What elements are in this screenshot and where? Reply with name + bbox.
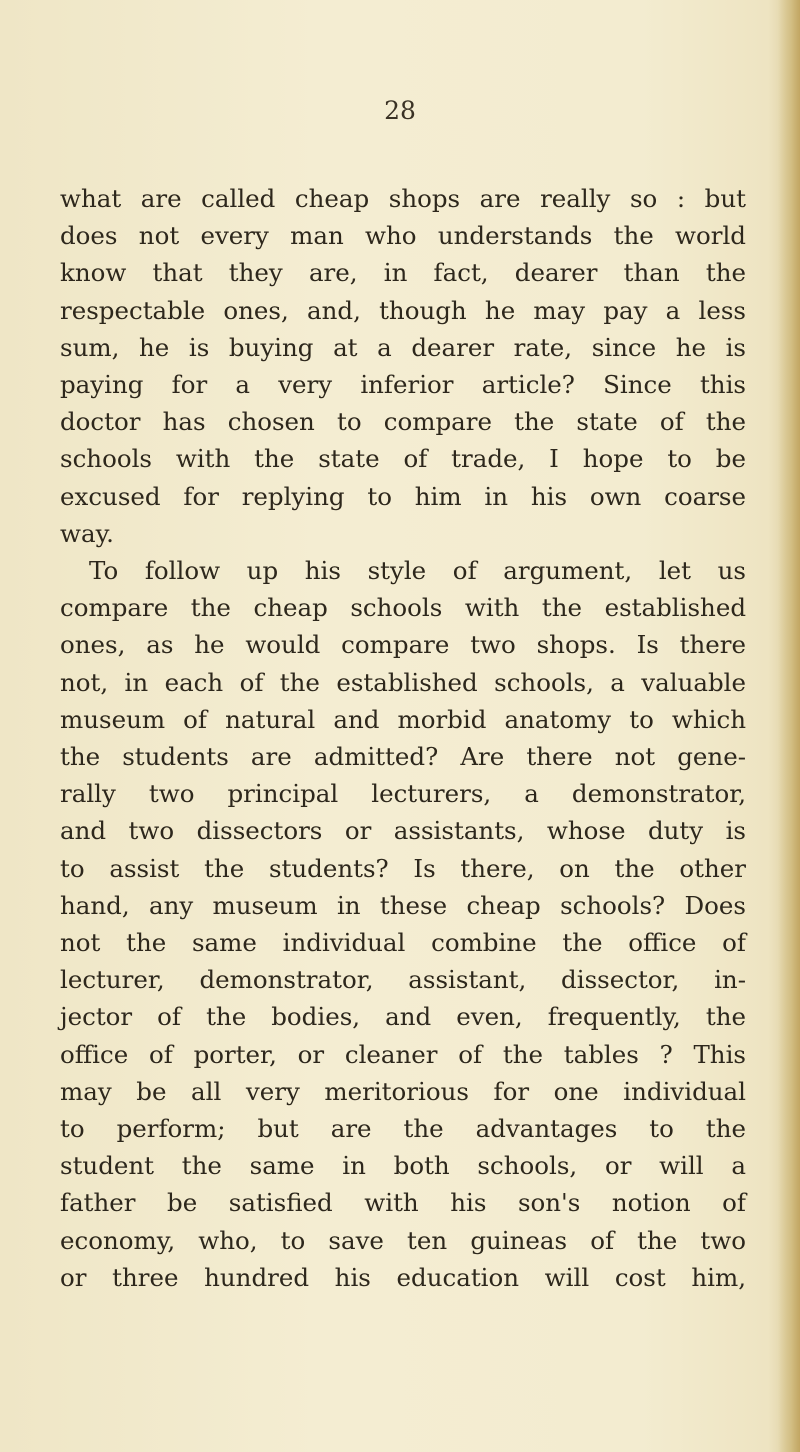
paragraph-1 — [60, 180, 746, 552]
text-line: schools with the state of trade, I hope to be — [60, 444, 746, 474]
text-line: economy, who, to save ten guineas of the two — [60, 1225, 746, 1255]
text-line: doctor has chosen to compare the state of the — [60, 407, 746, 437]
text-line: not the same individual combine the office of — [60, 928, 746, 958]
text-line: student the same in both schools, or will a — [60, 1151, 746, 1181]
text-line: not, in each of the established schools, a valuable — [60, 667, 746, 697]
text-line: jector of the bodies, and even, frequently, the — [60, 1002, 746, 1032]
text-line: excused for replying to him in his own coarse — [60, 481, 746, 511]
text-line: way. — [60, 518, 114, 548]
text-line: know that they are, in fact, dearer than the — [60, 258, 746, 288]
text-line: what are called cheap shops are really so : but — [60, 184, 746, 213]
text-line: and two dissectors or assistants, whose duty is — [60, 816, 746, 846]
body-text — [60, 180, 746, 1296]
text-line: paying for a very inferior article? Since this — [60, 370, 746, 400]
text-line: hand, any museum in these cheap schools? Does — [60, 890, 746, 920]
text-line: to assist the students? Is there, on the other — [60, 853, 746, 883]
text-line: To follow up his style of argument, let us — [89, 556, 746, 586]
paragraph-2 — [60, 552, 746, 1296]
text-line: office of porter, or cleaner of the tables ? This — [60, 1039, 746, 1069]
text-line: respectable ones, and, though he may pay a less — [60, 295, 746, 325]
text-line: compare the cheap schools with the established — [60, 593, 746, 623]
text-line: ones, as he would compare two shops. Is there — [60, 630, 746, 660]
text-line: may be all very meritorious for one individual — [60, 1076, 746, 1106]
text-line: the students are admitted? Are there not gene- — [60, 742, 746, 772]
page-number: 28 — [384, 96, 416, 125]
page-edge-shadow — [778, 0, 800, 1452]
text-line: father be satisfied with his son's notion of — [60, 1188, 746, 1218]
text-line: does not every man who understands the world — [60, 221, 746, 251]
text-line: rally two principal lecturers, a demonstrator, — [60, 779, 746, 809]
text-line: to perform; but are the advantages to the — [60, 1114, 746, 1144]
text-line: lecturer, demonstrator, assistant, dissector, in- — [60, 965, 746, 995]
text-line: museum of natural and morbid anatomy to which — [60, 704, 746, 734]
text-line: or three hundred his education will cost him, — [60, 1262, 746, 1292]
text-line: sum, he is buying at a dearer rate, since he is — [60, 332, 746, 362]
